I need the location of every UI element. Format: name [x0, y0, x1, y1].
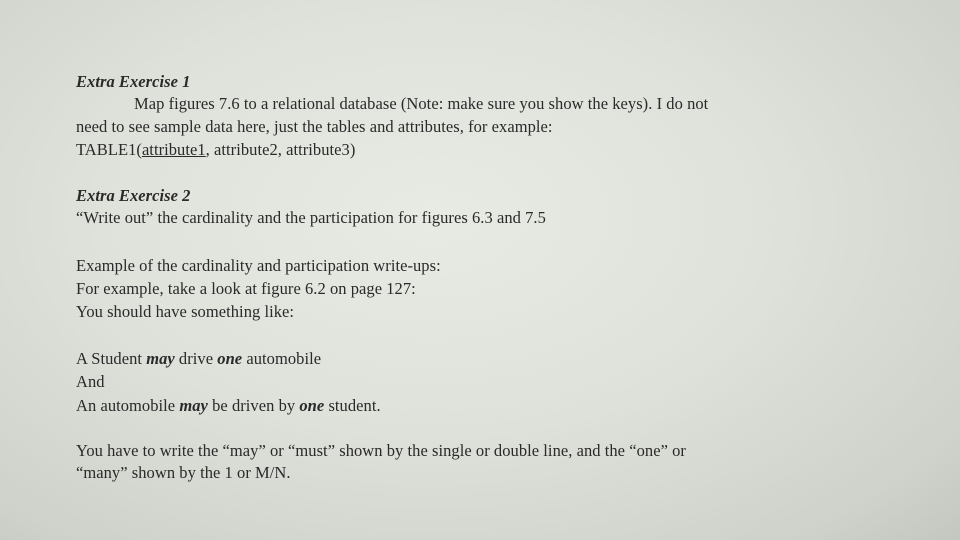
example-line1: Example of the cardinality and participation write-ups: [76, 256, 441, 275]
sample-text: A Student [76, 349, 147, 368]
exercise2-heading: Extra Exercise 2 [76, 186, 191, 205]
example-line2: For example, take a look at figure 6.2 on page 127: [76, 279, 416, 298]
sample-sentence-2 [76, 396, 381, 416]
example-line3: You should have something like: [76, 302, 295, 321]
exercise1-line3 [76, 140, 355, 160]
key-attribute: attribute1 [141, 140, 206, 159]
table-name: TABLE1( [76, 140, 142, 159]
sample-text: automobile [242, 349, 322, 368]
participation-word: may [146, 349, 175, 368]
exercise1-heading: Extra Exercise 1 [76, 72, 191, 91]
other-attributes: , attribute2, attribute3) [205, 140, 356, 159]
exercise1-line1: Map figures 7.6 to a relational database (Note: make sure you show the keys). I do not [134, 94, 709, 113]
sample-text: An automobile [76, 396, 180, 415]
cardinality-word: one [217, 349, 243, 368]
sample-text: be driven by [207, 396, 300, 415]
sample-text: student. [324, 396, 381, 415]
sample-sentence-1 [76, 349, 321, 369]
sample-and: And [76, 372, 105, 391]
exercise1-line2: need to see sample data here, just the tables and attributes, for example: [76, 117, 553, 136]
closing-line1: You have to write the “may” or “must” shown by the single or double line, and the “one” or [76, 441, 686, 460]
sample-text: drive [174, 349, 218, 368]
participation-word: may [179, 396, 208, 415]
closing-line2: “many” shown by the 1 or M/N. [76, 463, 291, 482]
exercise2-line1: “Write out” the cardinality and the participation for figures 6.3 and 7.5 [76, 208, 546, 227]
cardinality-word: one [299, 396, 325, 415]
